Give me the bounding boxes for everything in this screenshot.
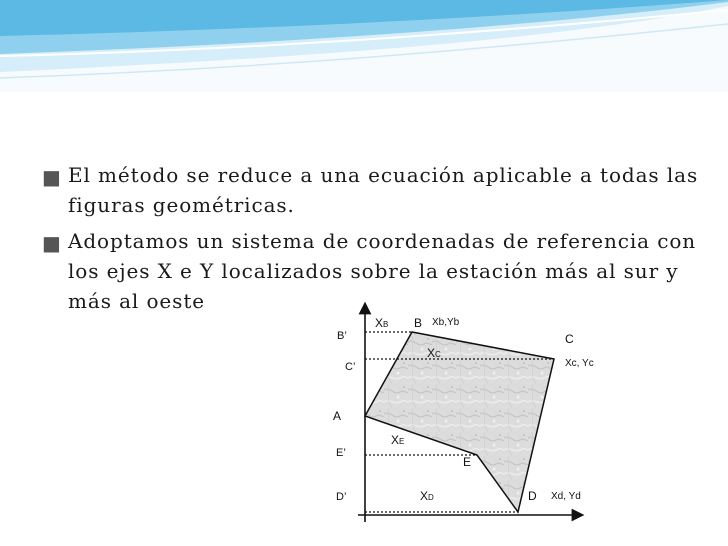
point-label-e: E — [463, 455, 472, 469]
point-label-c: C — [565, 332, 574, 346]
bullet-marker-icon: ■ — [42, 231, 62, 255]
bullet-marker-icon: ■ — [42, 165, 62, 189]
x-label-b: XB — [375, 316, 389, 330]
x-label-c: XC — [427, 346, 441, 360]
bullet-text: Adoptamos un sistema de coordenadas de referencia con los ejes X e Y localizados sobre la estación más al sur y más al oeste — [68, 229, 697, 313]
projection-label-e: E’ — [336, 447, 346, 459]
point-label-b: B — [414, 316, 423, 330]
bullet-text: El método se reduce a una ecuación aplicable a todas las figuras geométricas. — [68, 163, 699, 217]
point-label-d: D — [528, 489, 537, 503]
x-label-e: XE — [391, 433, 405, 447]
x-label-d: XD — [420, 489, 434, 503]
coord-label-c: Xc, Yc — [565, 358, 594, 369]
coord-label-d: Xd, Yd — [551, 491, 581, 502]
projection-label-b: B’ — [337, 330, 347, 342]
projection-label-d: D’ — [336, 491, 347, 503]
projection-label-c: C’ — [345, 361, 356, 373]
coord-label-b: Xb,Yb — [432, 317, 460, 328]
point-label-a: A — [333, 409, 342, 423]
